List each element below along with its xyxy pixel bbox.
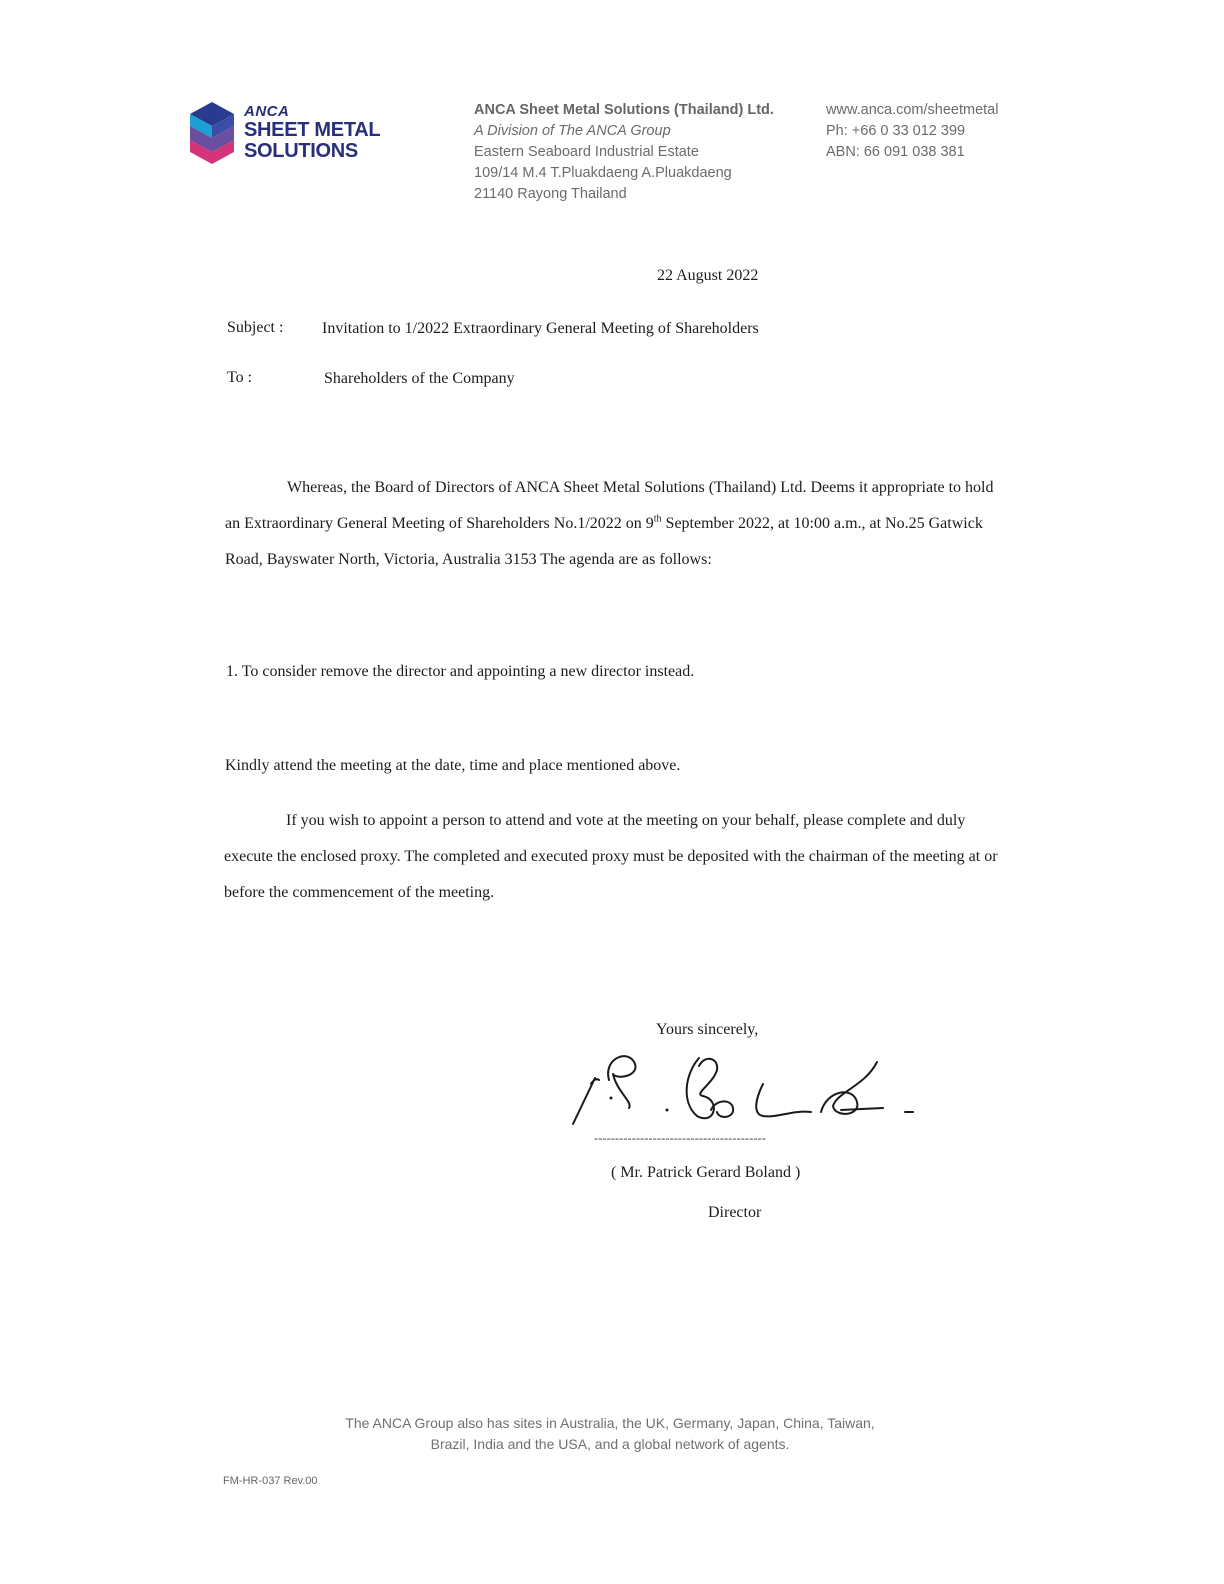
address-line: 21140 Rayong Thailand bbox=[474, 186, 627, 202]
attend-request: Kindly attend the meeting at the date, time and place mentioned above. bbox=[225, 757, 681, 774]
handwritten-signature bbox=[565, 1040, 925, 1130]
paragraph-meeting-notice bbox=[225, 470, 995, 578]
brand-line-2: SOLUTIONS bbox=[244, 140, 358, 162]
paragraph-proxy bbox=[224, 803, 999, 911]
signature-line: ----------------------------------------- bbox=[594, 1131, 767, 1145]
closing: Yours sincerely, bbox=[656, 1021, 759, 1038]
paragraph-text: If you wish to appoint a person to attend and vote at the meeting on your behalf, please complete and duly execute the enclosed proxy. The completed and executed proxy must be deposited with the chairman of the meeting at or before the commencement of the meeting. bbox=[224, 812, 998, 901]
company-name: ANCA Sheet Metal Solutions (Thailand) Ltd. bbox=[474, 102, 774, 118]
brand-line-1: SHEET METAL bbox=[244, 119, 381, 141]
signer-title: Director bbox=[708, 1204, 762, 1221]
paragraph-text: September 2022, at 10:00 a.m., at No.25 Gatwick Road, Bayswater North, Victoria, Australia 3153 The agenda are as follows: bbox=[225, 515, 983, 568]
subject-label: Subject : bbox=[227, 319, 284, 336]
address-line: 109/14 M.4 T.Pluakdaeng A.Pluakdaeng bbox=[474, 165, 732, 181]
footer-line: The ANCA Group also has sites in Australia, the UK, Germany, Japan, China, Taiwan, bbox=[345, 1415, 875, 1431]
to-text: Shareholders of the Company bbox=[324, 370, 515, 387]
letter-date: 22 August 2022 bbox=[657, 267, 759, 284]
ordinal-suffix: th bbox=[653, 513, 662, 525]
company-division: A Division of The ANCA Group bbox=[474, 123, 671, 139]
signer-name: ( Mr. Patrick Gerard Boland ) bbox=[611, 1164, 801, 1181]
abn: ABN: 66 091 038 381 bbox=[826, 144, 965, 160]
agenda-item: 1. To consider remove the director and appointing a new director instead. bbox=[226, 663, 695, 680]
brand-logotype bbox=[244, 104, 380, 162]
to-label: To : bbox=[227, 369, 253, 386]
company-address-block bbox=[474, 100, 774, 205]
footer-note bbox=[300, 1413, 920, 1455]
paragraph-text: Whereas, the Board of Directors of ANCA Sheet Metal Solutions (Thailand) Ltd. Deems it appropriate to hold an Extraordinary General Meeting of Shareholders No.1/2022 on 9 bbox=[225, 479, 994, 532]
phone: Ph: +66 0 33 012 399 bbox=[826, 123, 966, 139]
company-logo-icon bbox=[190, 102, 234, 164]
website: www.anca.com/sheetmetal bbox=[826, 102, 999, 118]
address-line: Eastern Seaboard Industrial Estate bbox=[474, 144, 699, 160]
footer-line: Brazil, India and the USA, and a global network of agents. bbox=[430, 1436, 790, 1452]
brand-anca: ANCA bbox=[244, 103, 290, 120]
subject-text: Invitation to 1/2022 Extraordinary General Meeting of Shareholders bbox=[322, 320, 759, 337]
form-code: FM-HR-037 Rev.00 bbox=[223, 1475, 318, 1487]
contact-block bbox=[826, 100, 998, 163]
